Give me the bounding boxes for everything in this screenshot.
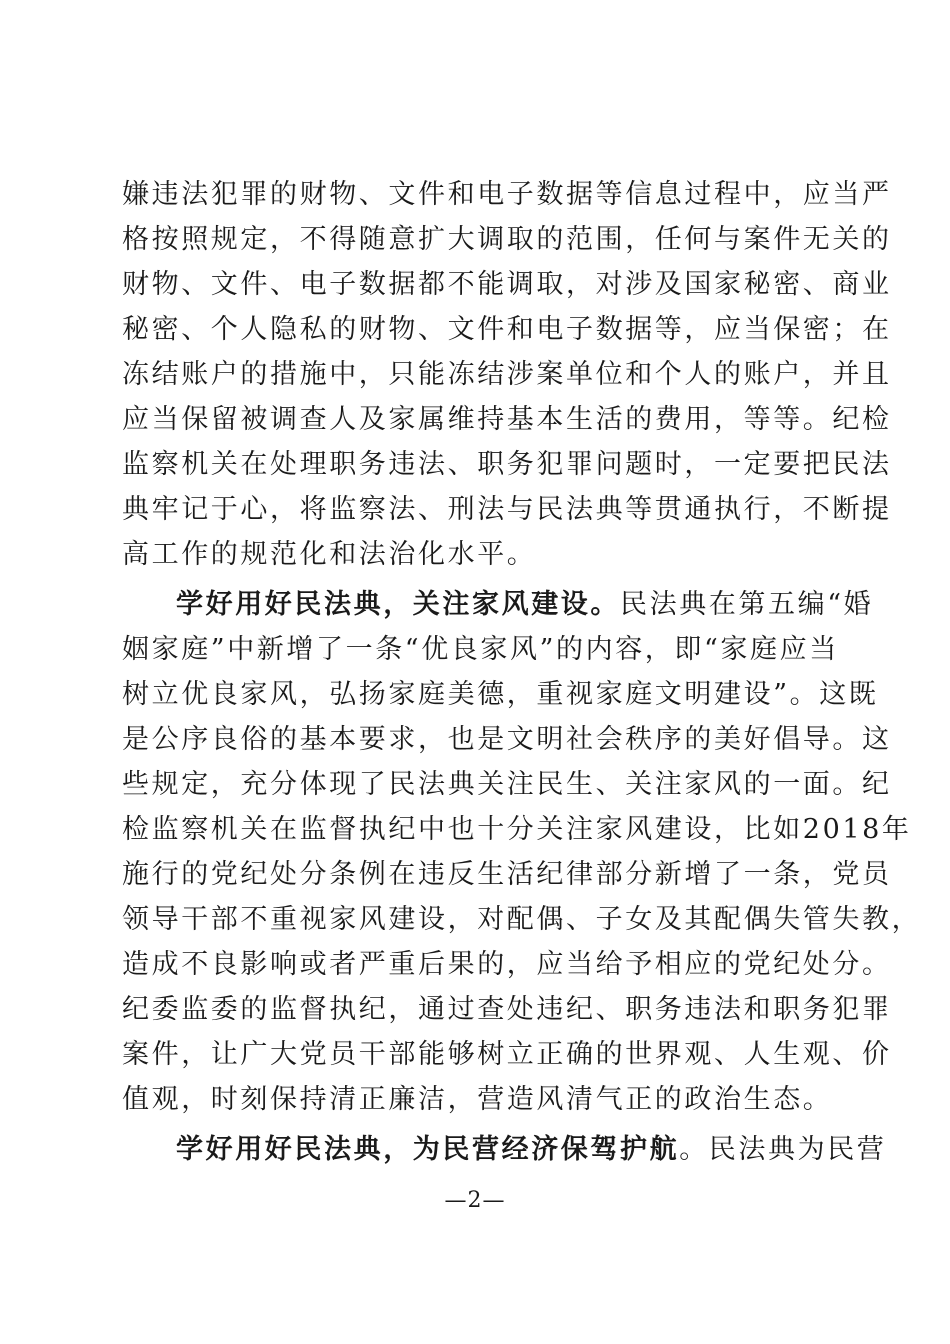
line-text: 检监察机关在监督执纪中也十分关注家风建设，比如2018年: [122, 814, 912, 845]
line-text: 姻家庭”中新增了一条“优良家风”的内容，即“家庭应当: [122, 634, 839, 665]
section-heading: 学好用好民法典，为民营经济保驾护航: [176, 1134, 680, 1165]
body-line: [122, 1083, 832, 1117]
body-line: [122, 903, 921, 937]
section-heading: 学好用好民法典，关注家风建设。: [176, 589, 620, 620]
body-line: [122, 813, 912, 847]
line-text: 案件，让广大党员干部能够树立正确的世界观、人生观、价: [122, 1039, 892, 1070]
line-text: 。民法典为民营: [679, 1134, 887, 1165]
line-text: 施行的党纪处分条例在违反生活纪律部分新增了一条，党员: [122, 859, 892, 890]
line-text: 领导干部不重视家风建设，对配偶、子女及其配偶失管失教，: [122, 904, 922, 935]
body-line: [122, 313, 892, 347]
line-text: 应当保留被调查人及家属维持基本生活的费用，等等。纪检: [122, 404, 892, 435]
body-line: [122, 948, 892, 982]
line-text: 嫌违法犯罪的财物、文件和电子数据等信息过程中，应当严: [122, 179, 892, 210]
line-text: 秘密、个人隐私的财物、文件和电子数据等，应当保密；在: [122, 314, 892, 345]
body-line: [122, 178, 892, 212]
paragraph-start-private-economy: [176, 1133, 886, 1167]
line-text: 纪委监委的监督执纪，通过查处违纪、职务违法和职务犯罪: [122, 994, 892, 1025]
line-text: 造成不良影响或者严重后果的，应当给予相应的党纪处分。: [122, 949, 892, 980]
line-text: 些规定，充分体现了民法典关注民生、关注家风的一面。纪: [122, 769, 892, 800]
body-line: [122, 403, 892, 437]
line-text: 典牢记于心，将监察法、刑法与民法典等贯通执行，不断提: [122, 494, 892, 525]
page-number: —2—: [444, 1188, 506, 1213]
body-line: [122, 448, 892, 482]
body-line: [122, 358, 892, 392]
line-text: 格按照规定，不得随意扩大调取的范围，任何与案件无关的: [122, 224, 892, 255]
line-text: 监察机关在处理职务违法、职务犯罪问题时，一定要把民法: [122, 449, 892, 480]
body-line: [122, 493, 892, 527]
line-text: 冻结账户的措施中，只能冻结涉案单位和个人的账户，并且: [122, 359, 892, 390]
body-line: [122, 768, 892, 802]
body-line: [122, 223, 892, 257]
body-line: [122, 268, 892, 302]
body-line: [122, 538, 536, 572]
line-text: 高工作的规范化和法治化水平。: [122, 539, 537, 570]
line-text: 财物、文件、电子数据都不能调取，对涉及国家秘密、商业: [122, 269, 892, 300]
body-line: [122, 678, 878, 712]
body-line: [122, 1038, 892, 1072]
body-line: [122, 723, 892, 757]
line-text: 值观，时刻保持清正廉洁，营造风清气正的政治生态。: [122, 1084, 833, 1115]
line-text: 树立优良家风，弘扬家庭美德，重视家庭文明建设”。这既: [122, 679, 879, 710]
line-text: 是公序良俗的基本要求，也是文明社会秩序的美好倡导。这: [122, 724, 892, 755]
line-text: 民法典在第五编“婚: [620, 589, 874, 620]
body-line: [122, 633, 839, 667]
paragraph-start-family-style: [176, 588, 873, 622]
body-line: [122, 993, 892, 1027]
body-line: [122, 858, 892, 892]
